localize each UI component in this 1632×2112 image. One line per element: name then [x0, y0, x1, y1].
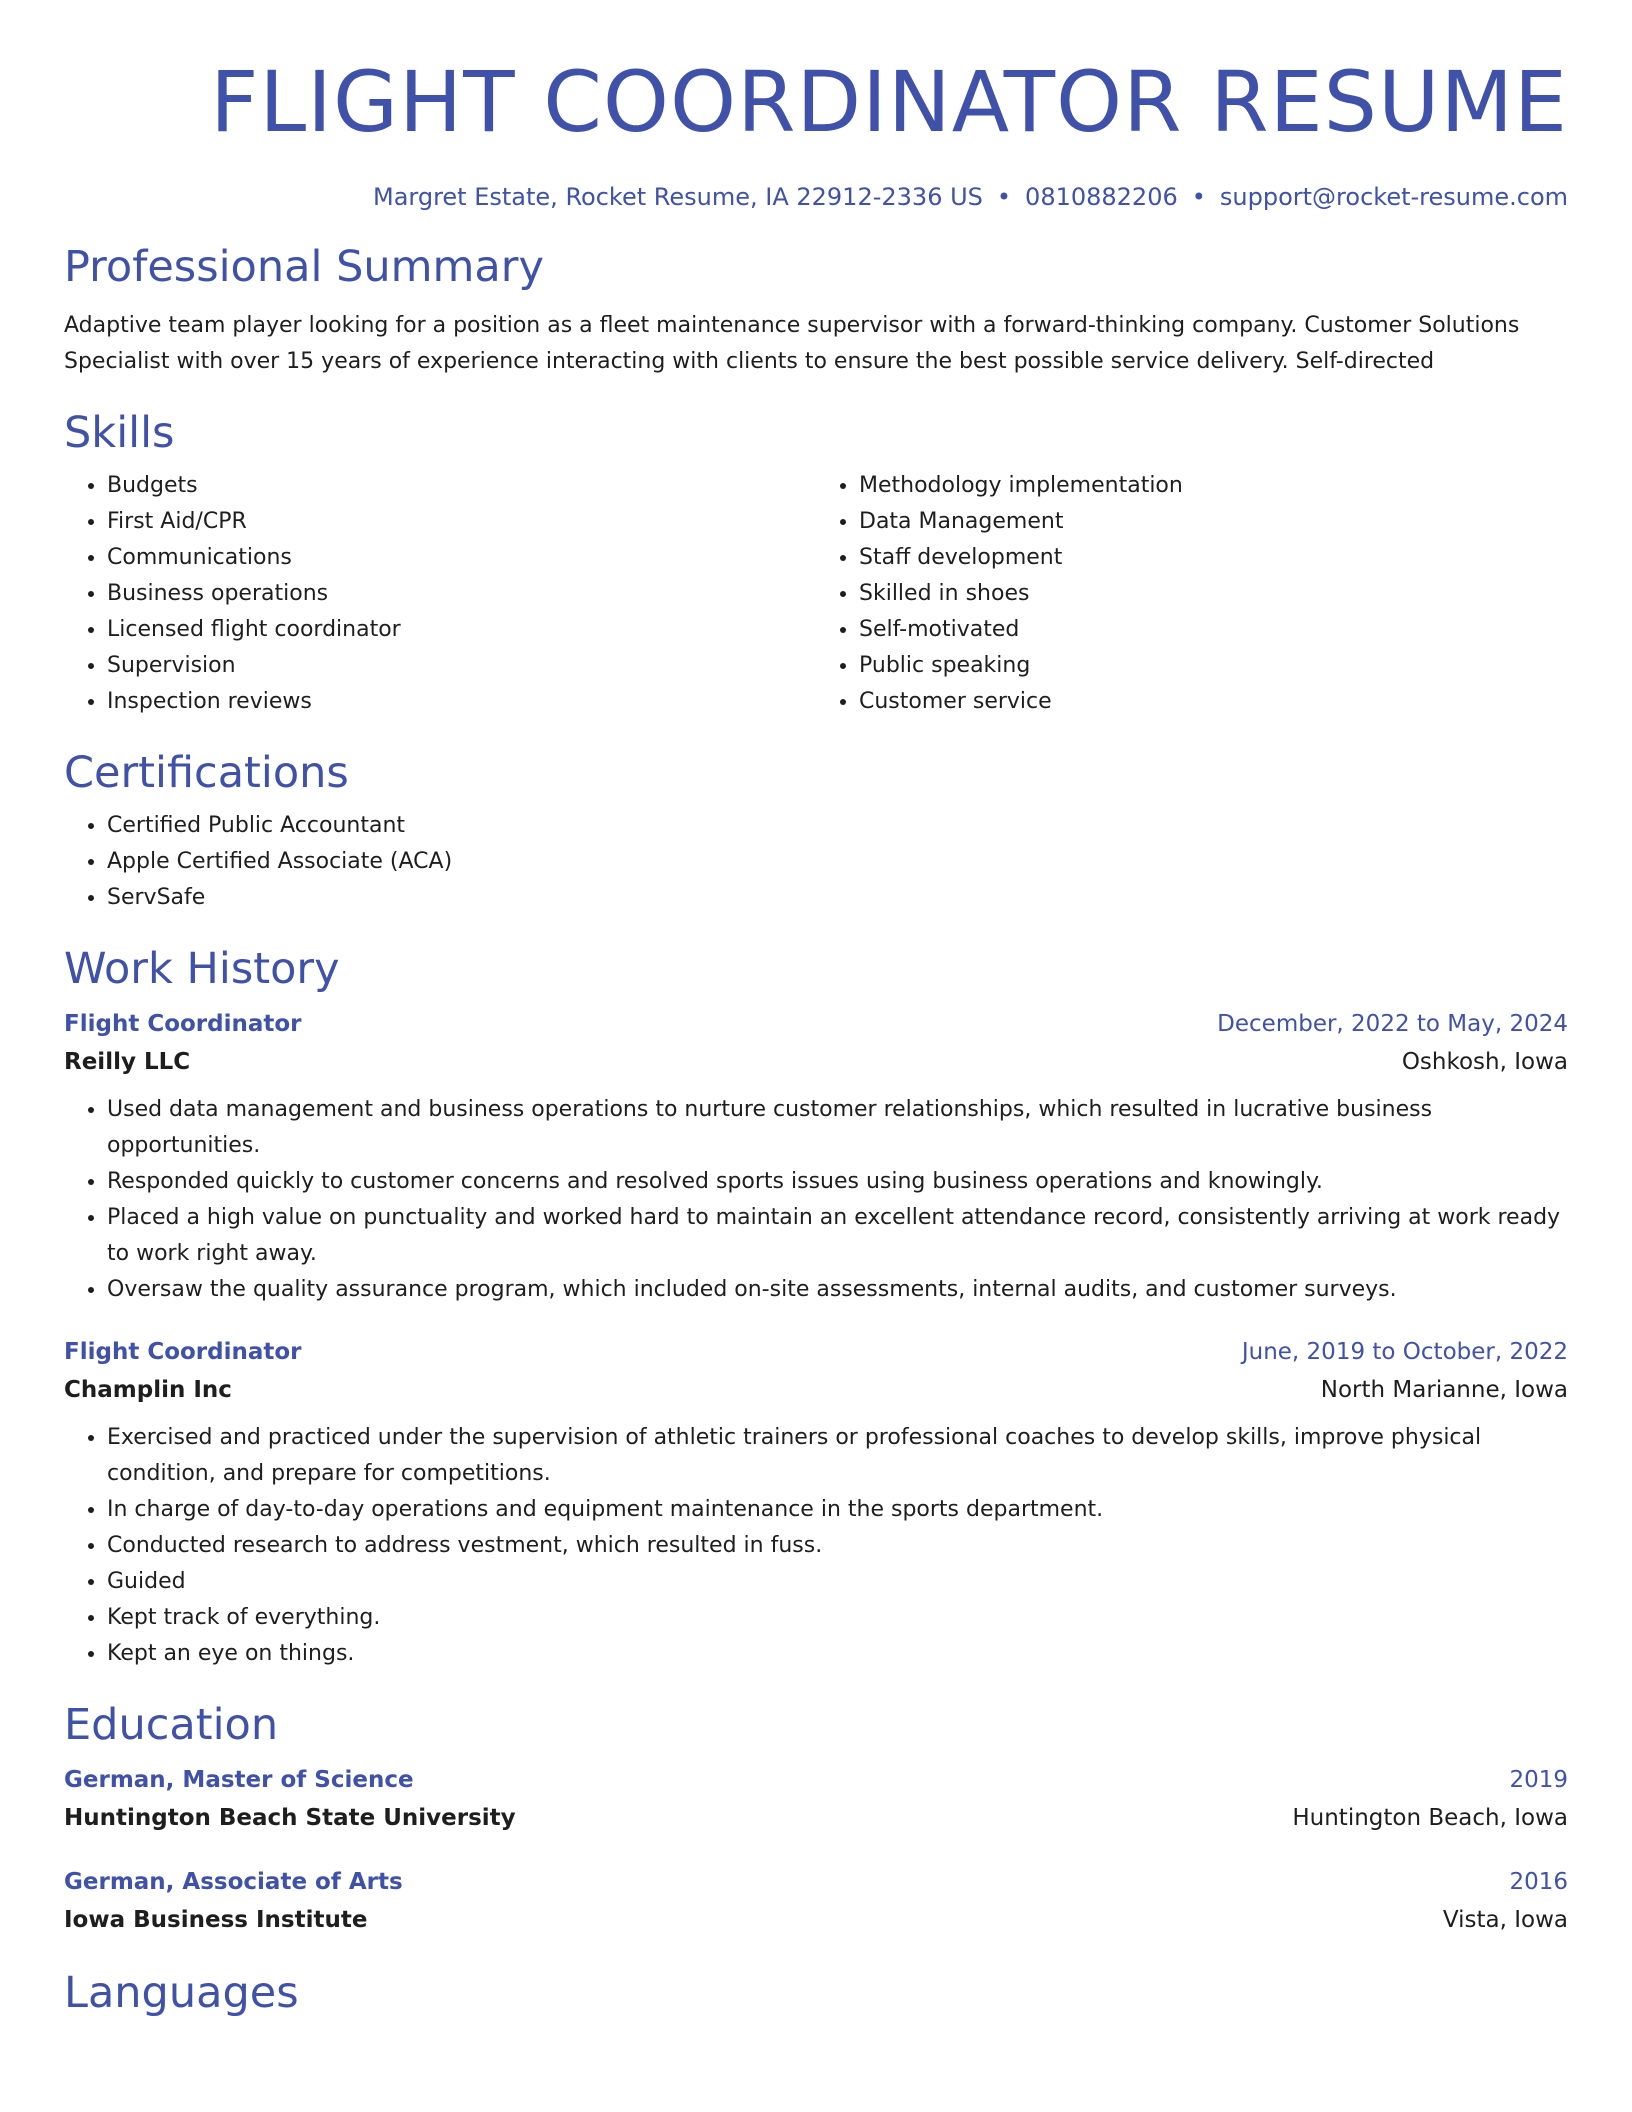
- education-school: Huntington Beach State University: [64, 1805, 516, 1831]
- skill-item: • Data Management: [859, 504, 1568, 540]
- education-degree-row: [64, 1864, 1568, 1900]
- education-location: Huntington Beach, Iowa: [1292, 1805, 1568, 1831]
- job-entry: [64, 1006, 1568, 1308]
- job-company-row: [64, 1042, 1568, 1082]
- certifications-list: [64, 808, 1568, 916]
- education-school: Iowa Business Institute: [64, 1907, 368, 1933]
- job-entry: [64, 1334, 1568, 1672]
- job-company: Champlin Inc: [64, 1377, 232, 1403]
- certifications-section: [64, 746, 1568, 916]
- contact-phone: 0810882206: [1025, 183, 1178, 211]
- job-location: Oshkosh, Iowa: [1401, 1049, 1568, 1075]
- contact-separator: •: [1191, 183, 1206, 211]
- job-bullet: • In charge of day-to-day operations and equipment maintenance in the sports department.: [107, 1492, 1568, 1528]
- resume-title: FLIGHT COORDINATOR RESUME: [210, 53, 1568, 151]
- job-title: Flight Coordinator: [64, 1011, 302, 1037]
- skill-item: • Staff development: [859, 540, 1568, 576]
- skill-item: • First Aid/CPR: [107, 504, 816, 540]
- education-year: 2016: [1509, 1869, 1568, 1895]
- job-bullet: • Oversaw the quality assurance program, which included on-site assessments, internal audits, and customer surveys.: [107, 1272, 1568, 1308]
- skill-item: • Supervision: [107, 648, 816, 684]
- skills-list-right: [816, 468, 1568, 720]
- job-dates: December, 2022 to May, 2024: [1217, 1011, 1568, 1037]
- certification-item: • Apple Certified Associate (ACA): [107, 844, 1568, 880]
- job-bullet: • Guided: [107, 1564, 1568, 1600]
- section-heading-work: Work History: [64, 944, 340, 994]
- summary-section: [64, 240, 1568, 380]
- certification-item: • ServSafe: [107, 880, 1568, 916]
- skill-item: • Customer service: [859, 684, 1568, 720]
- skills-section: [64, 406, 1568, 720]
- job-bullets: [64, 1420, 1568, 1672]
- contact-separator: •: [996, 183, 1012, 211]
- skill-item: • Methodology implementation: [859, 468, 1568, 504]
- job-bullet: • Used data management and business operations to nurture customer relationships, which resulted in lucrative business opportunities.: [107, 1092, 1568, 1164]
- section-heading-certifications: Certifications: [64, 748, 349, 798]
- skills-list-left: [64, 468, 816, 720]
- job-company: Reilly LLC: [64, 1049, 191, 1075]
- job-company-row: [64, 1370, 1568, 1410]
- skill-item: • Self-motivated: [859, 612, 1568, 648]
- education-section: [64, 1698, 1568, 1940]
- section-heading-skills: Skills: [64, 408, 175, 458]
- languages-section: [64, 1966, 1568, 2020]
- section-heading-summary: Professional Summary: [64, 242, 544, 292]
- job-bullet: • Exercised and practiced under the supervision of athletic trainers or professional coaches to develop skills, improve physical condition, and prepare for competitions.: [107, 1420, 1568, 1492]
- job-bullet: • Placed a high value on punctuality and worked hard to maintain an excellent attendance record, consistently arriving at work ready to work right away.: [107, 1200, 1568, 1272]
- job-bullet: • Kept an eye on things.: [107, 1636, 1568, 1672]
- job-bullet: • Kept track of everything.: [107, 1600, 1568, 1636]
- education-location: Vista, Iowa: [1442, 1907, 1568, 1933]
- education-entry: [64, 1762, 1568, 1838]
- skill-item: • Inspection reviews: [107, 684, 816, 720]
- education-school-row: [64, 1900, 1568, 1940]
- job-title: Flight Coordinator: [64, 1339, 302, 1365]
- work-history-section: [64, 942, 1568, 1672]
- skill-item: • Business operations: [107, 576, 816, 612]
- skill-item: • Skilled in shoes: [859, 576, 1568, 612]
- job-title-row: [64, 1006, 1568, 1042]
- skill-item: • Communications: [107, 540, 816, 576]
- job-bullet: • Conducted research to address vestment, which resulted in fuss.: [107, 1528, 1568, 1564]
- education-school-row: [64, 1798, 1568, 1838]
- skill-item: • Licensed flight coordinator: [107, 612, 816, 648]
- contact-email: support@rocket-resume.com: [1219, 183, 1568, 211]
- skill-item: • Public speaking: [859, 648, 1568, 684]
- certification-item: • Certified Public Accountant: [107, 808, 1568, 844]
- job-bullets: [64, 1092, 1568, 1308]
- skills-grid: [64, 468, 1568, 720]
- summary-text: Adaptive team player looking for a position as a fleet maintenance supervisor with a forward-thinking company. Customer Solutions Specialist with over 15 years of experience interacting with clients to ensure the best possible service delivery. Self-directed: [64, 313, 1520, 374]
- job-dates: June, 2019 to October, 2022: [1241, 1339, 1568, 1365]
- contact-line: [64, 180, 1568, 214]
- education-degree: German, Associate of Arts: [64, 1869, 403, 1895]
- job-title-row: [64, 1334, 1568, 1370]
- education-degree-row: [64, 1762, 1568, 1798]
- section-heading-languages: Languages: [64, 1968, 299, 2018]
- education-year: 2019: [1509, 1767, 1568, 1793]
- section-heading-education: Education: [64, 1700, 279, 1750]
- education-entry: [64, 1864, 1568, 1940]
- skill-item: • Budgets: [107, 468, 816, 504]
- contact-address: Margret Estate, Rocket Resume, IA 22912-2336 US: [372, 183, 983, 211]
- job-bullet: • Responded quickly to customer concerns and resolved sports issues using business operations and knowingly.: [107, 1164, 1568, 1200]
- education-degree: German, Master of Science: [64, 1767, 414, 1793]
- job-location: North Marianne, Iowa: [1320, 1377, 1568, 1403]
